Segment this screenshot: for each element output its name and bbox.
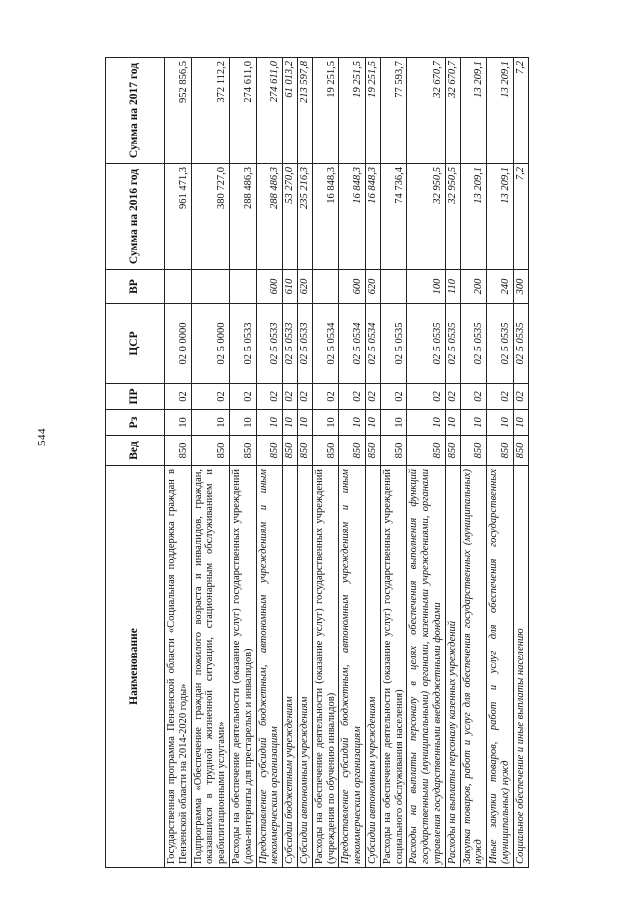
header-sum-2017: Сумма на 2017 год [106,58,165,164]
row-csr: 02 5 0533 [229,304,256,384]
row-name: Расходы на выплаты персоналу казенных учреждений [445,466,460,868]
budget-table [105,57,529,868]
row-sum-2017: 19 251,5 [339,58,366,164]
row-vr: 620 [365,270,380,304]
row-sum-2016: 16 848,3 [339,164,366,270]
row-sum-2016: 16 848,3 [312,164,339,270]
row-sum-2017: 372 112,2 [191,58,229,164]
row-name: Субсидии бюджетным учреждениям [283,466,298,868]
row-name: Социальное обеспечение и иные выплаты населению [513,466,528,868]
row-csr: 02 5 0535 [407,304,445,384]
row-rz: 10 [312,410,339,436]
row-pr: 02 [445,384,460,410]
row-rz: 10 [339,410,366,436]
row-sum-2017: 952 856,5 [165,58,192,164]
row-sum-2016: 288 486,3 [256,164,283,270]
row-name: Закупка товаров, работ и услуг для обеспечения государственных (муниципальных) нужд [460,466,487,868]
row-sum-2016: 74 736,4 [380,164,407,270]
row-sum-2016: 32 950,5 [445,164,460,270]
row-sum-2017: 274 611,0 [229,58,256,164]
table-row [165,58,192,868]
row-csr: 02 0 0000 [165,304,192,384]
row-ved: 850 [283,436,298,466]
table-body [165,58,529,868]
row-pr: 02 [191,384,229,410]
row-sum-2016: 53 270,0 [283,164,298,270]
row-rz: 10 [165,410,192,436]
row-ved: 850 [380,436,407,466]
row-sum-2016: 13 209,1 [487,164,514,270]
row-rz: 10 [445,410,460,436]
row-ved: 850 [513,436,528,466]
row-ved: 850 [445,436,460,466]
row-rz: 10 [283,410,298,436]
row-pr: 02 [487,384,514,410]
row-rz: 10 [229,410,256,436]
row-vr [165,270,192,304]
row-name: Предоставление субсидий бюджетным, автономным учреждениям и иным некоммерческим организациям [256,466,283,868]
row-sum-2017: 7,2 [513,58,528,164]
rotated-page [105,58,603,868]
table-row [283,58,298,868]
table-row [380,58,407,868]
row-csr: 02 5 0535 [460,304,487,384]
row-rz: 10 [297,410,312,436]
row-sum-2017: 13 209,1 [460,58,487,164]
row-rz: 10 [407,410,445,436]
row-rz: 10 [380,410,407,436]
table-row [297,58,312,868]
row-vr: 600 [339,270,366,304]
row-name: Иные закупки товаров, работ и услуг для обеспечения государственных (муниципальных) нужд [487,466,514,868]
row-ved: 850 [297,436,312,466]
row-sum-2017: 32 670,7 [407,58,445,164]
row-name: Расходы на обеспечение деятельности (оказание услуг) государственных учреждений (дома-интернаты для престарелых и инвалидов) [229,466,256,868]
row-ved: 850 [229,436,256,466]
row-sum-2016: 961 471,3 [165,164,192,270]
row-sum-2016: 288 486,3 [229,164,256,270]
row-name: Субсидии автономным учреждениям [297,466,312,868]
row-sum-2017: 19 251,5 [365,58,380,164]
header-csr: ЦСР [106,304,165,384]
row-sum-2017: 274 611,0 [256,58,283,164]
row-sum-2016: 16 848,3 [365,164,380,270]
row-csr: 02 5 0535 [445,304,460,384]
header-row [106,58,165,868]
row-ved: 850 [487,436,514,466]
row-name: Расходы на выплаты персоналу в целях обеспечения выполнения функций государственными (муниципальными) органами, казенными учреждениями, органами управления государственными внебюджетными фондами [407,466,445,868]
row-sum-2017: 213 597,8 [297,58,312,164]
row-ved: 850 [256,436,283,466]
row-csr: 02 5 0535 [487,304,514,384]
row-vr: 610 [283,270,298,304]
row-csr: 02 5 0534 [312,304,339,384]
row-vr: 100 [407,270,445,304]
row-vr [312,270,339,304]
row-vr [191,270,229,304]
page-number: 544 [36,428,48,446]
row-sum-2017: 61 013,2 [283,58,298,164]
row-pr: 02 [229,384,256,410]
row-csr: 02 5 0000 [191,304,229,384]
table-row [460,58,487,868]
row-name: Расходы на обеспечение деятельности (оказание услуг) государственных учреждений (учреждения по обучению инвалидов) [312,466,339,868]
row-vr: 200 [460,270,487,304]
row-pr: 02 [283,384,298,410]
header-rz: Рз [106,410,165,436]
row-sum-2017: 77 593,7 [380,58,407,164]
row-pr: 02 [256,384,283,410]
row-ved: 850 [165,436,192,466]
row-ved: 850 [191,436,229,466]
row-sum-2016: 32 950,5 [407,164,445,270]
table-row [365,58,380,868]
row-sum-2016: 235 216,3 [297,164,312,270]
row-ved: 850 [460,436,487,466]
row-pr: 02 [365,384,380,410]
row-rz: 10 [256,410,283,436]
row-pr: 02 [312,384,339,410]
row-rz: 10 [365,410,380,436]
row-name: Расходы на обеспечение деятельности (оказание услуг) государственных учреждений социального обслуживания населения) [380,466,407,868]
header-sum-2016: Сумма на 2016 год [106,164,165,270]
header-pr: ПР [106,384,165,410]
row-vr: 240 [487,270,514,304]
row-vr [380,270,407,304]
row-vr [229,270,256,304]
row-sum-2017: 13 209,1 [487,58,514,164]
row-sum-2017: 19 251,5 [312,58,339,164]
table-row [513,58,528,868]
row-csr: 02 5 0533 [256,304,283,384]
row-ved: 850 [339,436,366,466]
row-name: Подпрограмма «Обеспечение граждан пожилого возраста и инвалидов, граждан, оказавшихся в трудной жизненной ситуации, стационарным обслуживанием и реабилитационными услугами» [191,466,229,868]
row-csr: 02 5 0533 [283,304,298,384]
row-sum-2016: 7,2 [513,164,528,270]
row-ved: 850 [407,436,445,466]
row-csr: 02 5 0535 [380,304,407,384]
row-csr: 02 5 0535 [513,304,528,384]
header-name: Наименование [106,466,165,868]
row-rz: 10 [191,410,229,436]
row-vr: 110 [445,270,460,304]
row-name: Предоставление субсидий бюджетным, автономным учреждениям и иным некоммерческим организациям [339,466,366,868]
header-ved: Вед [106,436,165,466]
table-row [191,58,229,868]
row-pr: 02 [407,384,445,410]
row-vr: 300 [513,270,528,304]
row-pr: 02 [380,384,407,410]
table-row [339,58,366,868]
row-pr: 02 [165,384,192,410]
row-rz: 10 [487,410,514,436]
row-rz: 10 [460,410,487,436]
row-pr: 02 [513,384,528,410]
table-row [229,58,256,868]
row-csr: 02 5 0534 [365,304,380,384]
header-vr: ВР [106,270,165,304]
row-vr: 600 [256,270,283,304]
row-pr: 02 [339,384,366,410]
row-sum-2016: 380 727,0 [191,164,229,270]
table-row [256,58,283,868]
row-name: Государственная программа Пензенской области «Социальная поддержка граждан в Пензенской области на 2014-2020 годы» [165,466,192,868]
table-row [445,58,460,868]
table-row [487,58,514,868]
row-csr: 02 5 0533 [297,304,312,384]
table-row [407,58,445,868]
table-row [312,58,339,868]
row-ved: 850 [365,436,380,466]
row-rz: 10 [513,410,528,436]
row-pr: 02 [460,384,487,410]
row-csr: 02 5 0534 [339,304,366,384]
row-vr: 620 [297,270,312,304]
row-name: Субсидии автономным учреждениям [365,466,380,868]
row-sum-2016: 13 209,1 [460,164,487,270]
row-ved: 850 [312,436,339,466]
row-sum-2017: 32 670,7 [445,58,460,164]
row-pr: 02 [297,384,312,410]
